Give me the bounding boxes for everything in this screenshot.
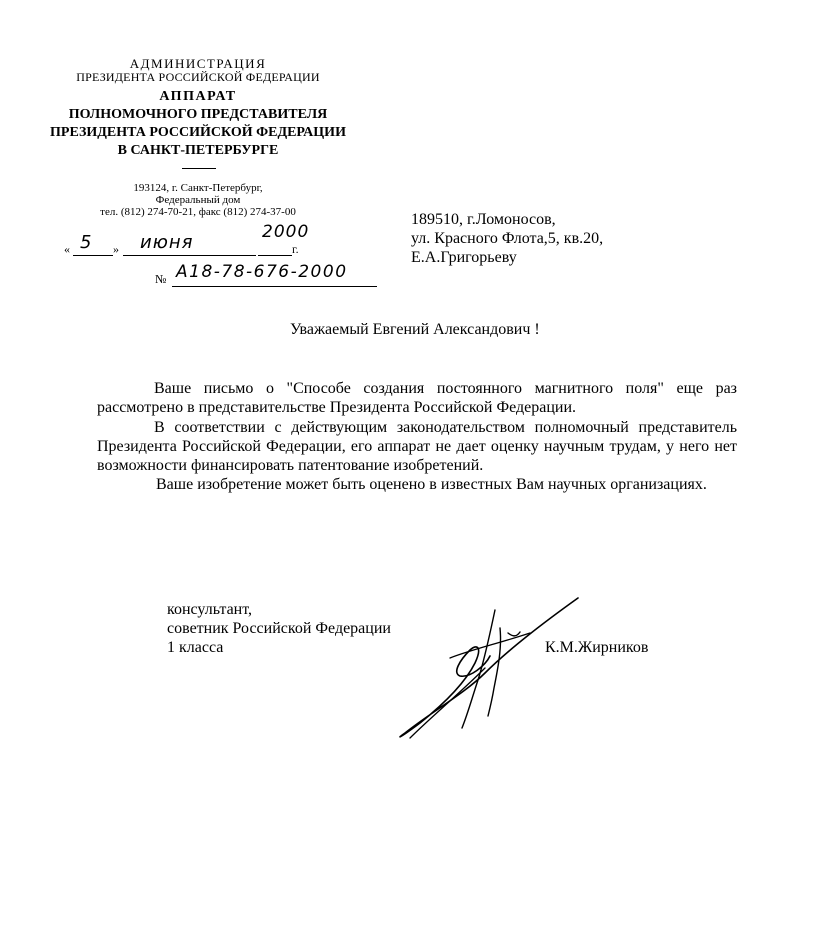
body-paragraph-3: Ваше изобретение может быть оценено в известных Вам научных организациях. [156,476,707,493]
letterhead-city: В САНКТ-ПЕТЕРБУРГЕ [117,143,279,158]
signatory-position-1: консультант, [167,601,253,618]
letterhead-divider [182,168,216,169]
date-day-underline [73,255,113,256]
date-year-underline [258,255,292,256]
reference-number-sign: № [155,272,167,286]
letterhead-phones: тел. (812) 274-70-21, факс (812) 274-37-00 [100,206,296,218]
signatory-position-2: советник Российской Федерации [167,620,391,637]
date-open-quote: « [64,242,70,256]
reference-number: А18-78-676-2000 [176,262,348,282]
letterhead-plenipotentiary: ПОЛНОМОЧНОГО ПРЕДСТАВИТЕЛЯ [68,107,328,122]
handwritten-signature [390,588,590,748]
date-day: 5 [80,232,93,253]
letterhead-building: Федеральный дом [155,194,241,206]
letterhead-administration-of: ПРЕЗИДЕНТА РОССИЙСКОЙ ФЕДЕРАЦИИ [76,70,320,84]
signatory-name: К.М.Жирников [545,639,649,656]
letterhead-apparatus: АППАРАТ [159,89,237,104]
date-year: 2000 [262,222,310,242]
body-paragraph-2: В соответствии с действующим законодательством полномочный представитель Президента Российской Федерации, его аппарат не дает оценку научным трудам, у него нет возможности финансировать патентование изобретений. [97,419,737,474]
letterhead-president: ПРЕЗИДЕНТА РОССИЙСКОЙ ФЕДЕРАЦИИ [50,125,346,140]
salutation: Уважаемый Евгений Александович ! [290,321,540,338]
letterhead-postal-address: 193124, г. Санкт-Петербург, [133,182,263,194]
date-month-underline [123,255,256,256]
date-close-quote: » [113,242,119,256]
date-month: июня [140,232,194,253]
letterhead-administration: АДМИНИСТРАЦИЯ [129,56,267,71]
signatory-position-3: 1 класса [167,639,224,656]
reference-underline [172,286,377,287]
addressee-name: Е.А.Григорьеву [411,249,517,266]
addressee-line-2: ул. Красного Флота,5, кв.20, [411,230,604,247]
date-year-suffix: г. [292,242,299,256]
body-paragraph-1: Ваше письмо о "Способе создания постоянного магнитного поля" еще раз рассмотрено в представительстве Президента Российской Федерации. [97,380,737,416]
addressee-line-1: 189510, г.Ломоносов, [411,211,556,228]
